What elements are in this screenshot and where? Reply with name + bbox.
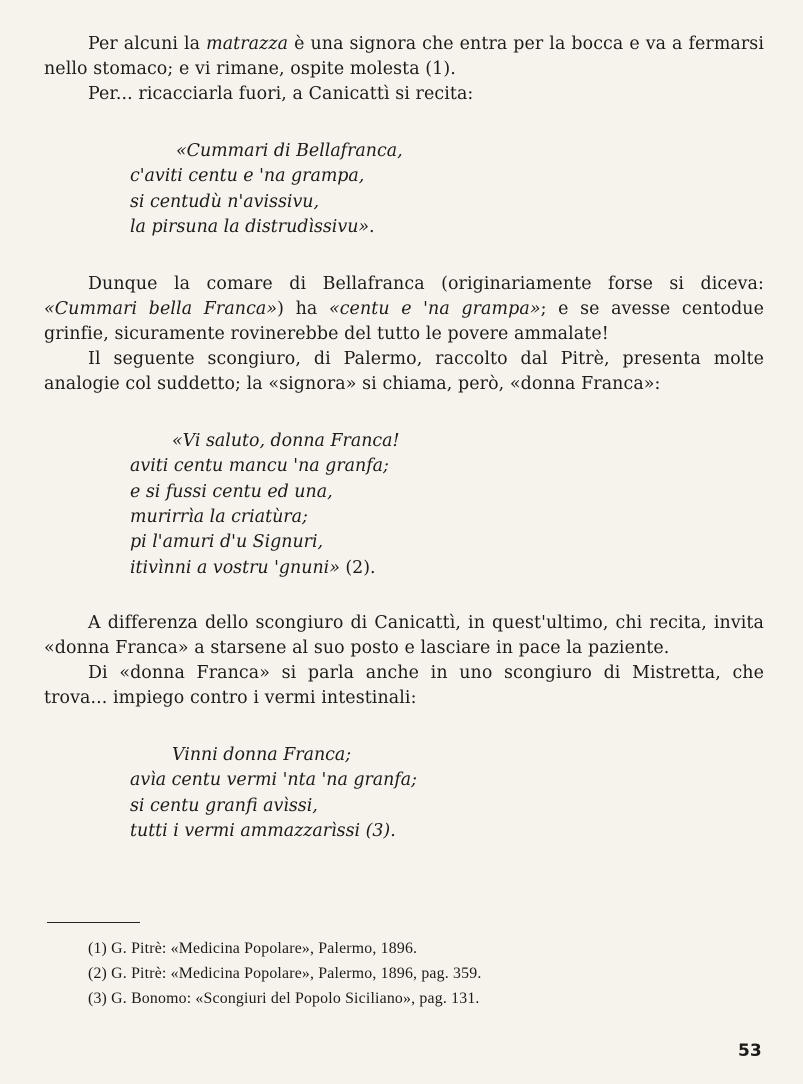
poem-line: «Cummari di Bellafranca, [176,141,403,161]
poem-line: «Vi saluto, donna Franca! [172,431,400,452]
footnotes [88,936,728,1011]
page-body [44,32,764,844]
paragraph-3-text-a: Dunque la comare di Bellafranca (originariamente forse si diceva: [88,274,764,295]
poem-line: pi l'amuri d'u Signuri, [130,532,324,553]
footnote-3: (3) G. Bonomo: «Scongiuri del Popolo Siciliano», pag. 131. [88,990,480,1007]
poem-last-line [130,556,764,581]
paragraph-1-text: Per alcuni la [88,34,207,54]
paragraph-4: Il seguente scongiuro, di Palermo, raccolto dal Pitrè, presenta molte analogie col suddetto; la «signora» si chiama, però, «donna Franca»: [44,349,764,395]
poem-line: si centudù n'avissivu, [130,191,319,212]
paragraph-5: A differenza dello scongiuro di Canicattì, in quest'ultimo, chi recita, invita «donna Franca» a starsene al suo posto e lasciare in pace la paziente. [44,612,764,658]
paragraph-3-text-b: ) ha [277,299,329,320]
poem-canicatti [130,139,764,240]
paragraph-3-text-c: ; e se avesse centodue grinfie, sicuramente rovinerebbe del tutto le povere ammalate! [44,299,764,345]
footnote-divider [47,922,140,923]
poem-line: aviti centu mancu 'na granfa; [130,456,389,477]
poem-line: si centu granfi avìssi, [130,795,318,816]
poem-mistretta [130,743,764,844]
poem-line: la pirsuna la distrudìssivu». [130,216,375,237]
poem-line: itivìnni a vostru 'gnuni» [130,557,340,578]
footnote-2: (2) G. Pitrè: «Medicina Popolare», Palermo, 1896, pag. 359. [88,965,482,982]
page-number: 53 [738,1041,762,1061]
paragraph-6: Di «donna Franca» si parla anche in uno scongiuro di Mistretta, che trova... impiego contro i vermi intestinali: [44,662,764,708]
paragraph-1-rest: è una signora che entra per la bocca e va a fermarsi nello stomaco; e vi rimane, ospite molesta (1). [44,34,764,79]
poem-palermo [130,429,764,581]
paragraph-1-emphasis: matrazza [206,34,289,54]
paragraph-1 [44,32,764,82]
paragraph-3 [44,272,764,347]
poem-line: murirrìa la criatùra; [130,507,308,528]
paragraph-3-emphasis-2: «centu e 'na grampa» [328,299,541,320]
poem-line: tutti i vermi ammazzarìssi (3). [130,820,396,841]
footnote-1: (1) G. Pitrè: «Medicina Popolare», Palermo, 1896. [88,940,418,957]
paragraph-3-emphasis-1: «Cummari bella Franca» [44,299,278,320]
poem-line: c'aviti centu e 'na grampa, [130,166,365,187]
poem-line: e si fussi centu ed una, [130,481,333,502]
paragraph-2: Per... ricacciarla fuori, a Canicattì si recita: [88,84,474,104]
poem-line: Vinni donna Franca; [172,744,352,765]
poem-line: avìa centu vermi 'nta 'na granfa; [130,770,418,791]
footnote-ref: (2). [339,557,376,578]
